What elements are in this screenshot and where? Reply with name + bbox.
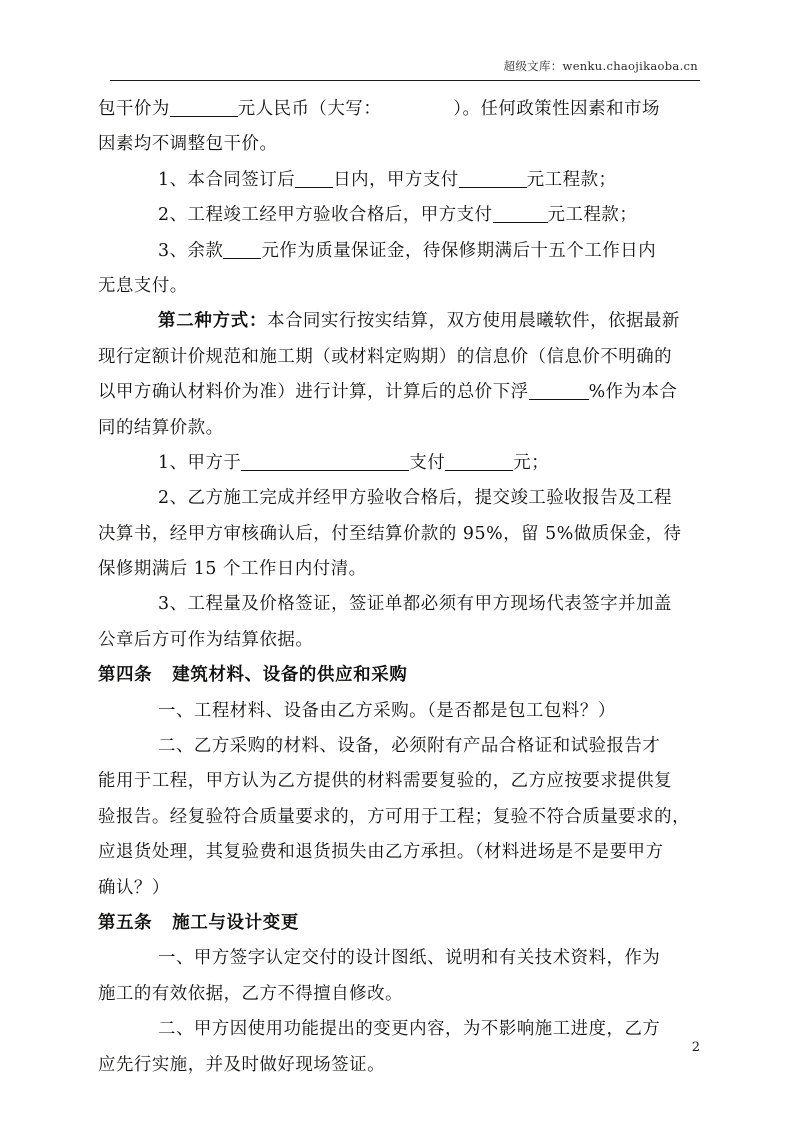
list-item (98, 587, 702, 622)
inline-heading: 第二种方式： (158, 311, 268, 332)
text-run: 支付 (409, 452, 446, 473)
text-run: ）。任何政策性因素和市场 (453, 99, 660, 119)
paragraph-line (98, 800, 702, 835)
article-title: 建筑材料、设备的供应和采购 (172, 665, 408, 686)
list-item (98, 481, 702, 516)
fill-in-blank[interactable] (529, 382, 589, 400)
article-heading-5 (98, 906, 702, 941)
text-run: 1、甲方于 (158, 452, 242, 473)
fill-in-blank[interactable] (295, 170, 333, 188)
text-run: 公章后方可作为结算依据。 (98, 629, 314, 650)
article-number: 第五条 (98, 912, 153, 933)
list-item (98, 163, 702, 198)
list-item (98, 198, 702, 233)
text-run: 二、乙方采购的材料、设备，必须附有产品合格证和试验报告才 (158, 736, 661, 757)
text-run: 决算书，经甲方审核确认后，付至结算价款的 95%，留 5%做质保金，待 (98, 523, 682, 544)
text-run: 本合同实行按实结算，双方使用晨曦软件，依据最新 (267, 311, 680, 332)
paragraph-line (98, 304, 702, 339)
article-title: 施工与设计变更 (172, 912, 299, 933)
text-run: %作为本合 (588, 382, 678, 403)
text-run: 无息支付。 (98, 275, 188, 296)
fill-in-blank[interactable] (493, 205, 548, 223)
list-item (98, 234, 702, 269)
list-item (98, 729, 702, 764)
text-run: 2、乙方施工完成并经甲方验收合格后，提交竣工验收报告及工程 (158, 488, 672, 509)
text-run: 2、工程竣工经甲方验收合格后，甲方支付 (158, 205, 493, 226)
paragraph-line (98, 764, 702, 799)
text-run: 包干价为 (98, 99, 170, 119)
text-run: 因素均不调整包干价。 (98, 134, 278, 155)
header-watermark-text: 超级文库：wenku.chaojikaoba.cn (503, 59, 698, 73)
paragraph-line (98, 127, 702, 162)
page-number: 2 (691, 1040, 700, 1055)
text-run: 一、工程材料、设备由乙方采购。（是否都是包工包料？） (158, 700, 616, 721)
text-run: 同的结算价款。 (98, 417, 224, 438)
text-run: 确认？） (98, 877, 170, 898)
text-run: 现行定额计价规范和施工期（或材料定购期）的信息价（信息价不明确的 (98, 346, 673, 367)
fill-in-blank[interactable] (459, 170, 527, 188)
paragraph-line (98, 871, 702, 906)
text-run: 施工的有效依据，乙方不得擅自修改。 (98, 983, 403, 1004)
article-number: 第四条 (98, 665, 153, 686)
text-run: 元； (513, 452, 550, 473)
text-run: 验报告。经复验符合质量要求的，方可用于工程；复验不符合质量要求的， (98, 806, 691, 827)
text-run: 一、甲方签字认定交付的设计图纸、说明和有关技术资料，作为 (158, 948, 661, 969)
text-run: 二、甲方因使用功能提出的变更内容，为不影响施工进度，乙方 (158, 1019, 661, 1040)
text-run: 3、余款 (158, 240, 224, 261)
fill-in-blank[interactable] (445, 453, 513, 471)
list-item (98, 941, 702, 976)
text-run: 日内，甲方支付 (333, 169, 459, 190)
paragraph-line (98, 517, 702, 552)
text-run: 能用于工程，甲方认为乙方提供的材料需要复验的，乙方应按要求提供复 (98, 771, 673, 792)
fill-in-blank[interactable] (223, 241, 261, 259)
paragraph-line (98, 977, 702, 1012)
text-run: 以甲方确认材料价为准）进行计算，计算后的总价下浮 (98, 382, 529, 403)
text-run: 3、工程量及价格签证，签证单都必须有甲方现场代表签字并加盖 (158, 594, 672, 615)
text-run: 元工程款； (547, 205, 638, 226)
list-item (98, 446, 702, 481)
text-run: 应退货处理，其复验费和退货损失由乙方承担。（材料进场是不是要甲方 (98, 842, 664, 863)
paragraph-line (98, 92, 702, 127)
document-body (98, 92, 702, 1083)
list-item (98, 694, 702, 729)
text-run: 保修期满后 15 个工作日内付清。 (98, 559, 367, 580)
paragraph-line (98, 269, 702, 304)
text-run: 1、本合同签订后 (158, 169, 296, 190)
list-item (98, 1012, 702, 1047)
text-run: 元人民币（大写： (237, 99, 382, 119)
text-run: 元工程款； (526, 169, 617, 190)
paragraph-line (98, 623, 702, 658)
page-header (110, 55, 700, 81)
fill-in-blank[interactable] (170, 99, 238, 117)
paragraph-line (98, 1048, 702, 1083)
article-heading-4 (98, 658, 702, 693)
text-run: 元作为质量保证金，待保修期满后十五个工作日内 (261, 240, 657, 261)
fill-in-blank[interactable] (241, 453, 409, 471)
paragraph-line (98, 552, 702, 587)
paragraph-line (98, 835, 702, 870)
paragraph-line (98, 340, 702, 375)
paragraph-line (98, 375, 702, 410)
text-run: 应先行实施，并及时做好现场签证。 (98, 1054, 386, 1075)
paragraph-line (98, 411, 702, 446)
